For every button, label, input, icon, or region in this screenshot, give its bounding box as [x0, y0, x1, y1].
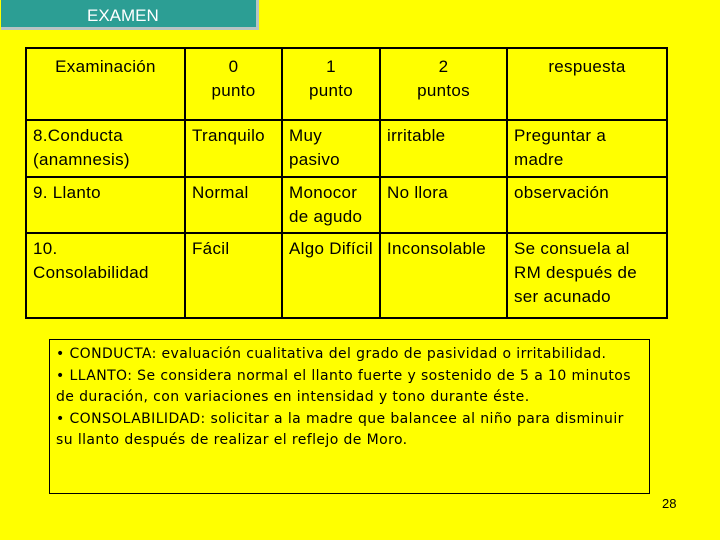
- table-cell: 8.Conducta (anamnesis): [26, 120, 185, 177]
- table-row: [26, 177, 667, 233]
- header-cell: 1 punto: [282, 48, 380, 120]
- table-cell: 10. Consolabilidad: [26, 233, 185, 318]
- page-number: 28: [662, 496, 677, 511]
- table-cell: Inconsolable: [380, 233, 507, 318]
- notes-box: [49, 339, 650, 494]
- slide-title-tab: [1, 0, 259, 30]
- header-cell: respuesta: [507, 48, 667, 120]
- table-cell: Tranquilo: [185, 120, 282, 177]
- note-consolabilidad: • CONSOLABILIDAD: solicitar a la madre que balancee al niño para disminuir su llanto después de realizar el reflejo de Moro.: [56, 410, 624, 449]
- table-cell: irritable: [380, 120, 507, 177]
- table-cell: Algo Difícil: [282, 233, 380, 318]
- table-cell: Monocor de agudo: [282, 177, 380, 233]
- table-cell: Normal: [185, 177, 282, 233]
- table-cell: No llora: [380, 177, 507, 233]
- table-cell: 9. Llanto: [26, 177, 185, 233]
- assessment-table: [25, 47, 668, 319]
- table-cell: Se consuela al RM después de ser acunado: [507, 233, 667, 318]
- table-cell: Muy pasivo: [282, 120, 380, 177]
- table-row: [26, 233, 667, 318]
- header-cell: 2 puntos: [380, 48, 507, 120]
- table-row: [26, 120, 667, 177]
- table-cell: Preguntar a madre: [507, 120, 667, 177]
- table-cell: observación: [507, 177, 667, 233]
- note-llanto: • LLANTO: Se considera normal el llanto fuerte y sostenido de 5 a 10 minutos de duración, con variaciones en intensidad y tono durante éste.: [56, 367, 631, 406]
- slide-title: EXAMEN: [87, 6, 159, 25]
- header-cell: 0 punto: [185, 48, 282, 120]
- note-conducta: • CONDUCTA: evaluación cualitativa del grado de pasividad o irritabilidad.: [56, 346, 607, 362]
- table-cell: Fácil: [185, 233, 282, 318]
- table-header-row: [26, 48, 667, 120]
- header-cell: Examinación: [26, 48, 185, 120]
